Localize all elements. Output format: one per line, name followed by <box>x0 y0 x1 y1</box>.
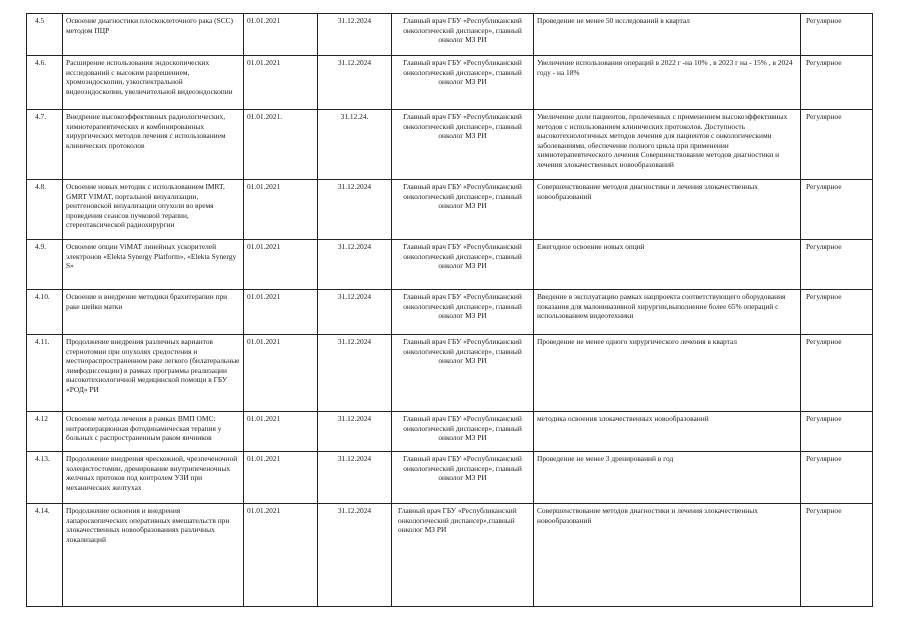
end-date-cell: 31.12.2024 <box>318 240 392 290</box>
table-row <box>27 335 873 412</box>
row-number-cell: 4.14. <box>27 504 63 607</box>
table-row <box>27 240 873 290</box>
activity-name-cell: Продолжение внедрения различных вариантов стернотомии при опухолях средостения и местнораспространенном раке легкого (билатеральные лимфодиссекции) в рамках программы реализации высокотехнологичной медицинской помощи в ГБУ «РОД» РИ <box>63 335 244 412</box>
table-body <box>27 14 873 607</box>
periodicity-cell: Регулярное <box>801 56 873 110</box>
start-date-cell: 01.01.2021 <box>244 240 318 290</box>
activity-name-cell: Освоение новых методик с использованием IMRT, GMRT VIMAT, портальной визуализации, рентгеновской визуализации опухоли во время проведения сеансов пучковой терапии, стереотаксической радиохирургии <box>63 180 244 240</box>
periodicity-cell: Регулярное <box>801 180 873 240</box>
start-date-cell: 01.01.2021 <box>244 56 318 110</box>
table-row <box>27 412 873 452</box>
expected-result-cell: Проведение не менее 50 исследований в квартал <box>534 14 801 56</box>
row-number-cell: 4.7. <box>27 110 63 180</box>
activity-name-cell: Расширение использования эндоскопических исследований с высоким разрешением, хромоэндоскопии, узкоспектральной видеоэндоскопии, увеличительной видеоэндоскопии <box>63 56 244 110</box>
end-date-cell: 31.12.2024 <box>318 412 392 452</box>
expected-result-cell: Ежегодное освоение новых опций <box>534 240 801 290</box>
responsible-cell: Главный врач ГБУ «Республиканский онкологический диспансер», главный онколог МЗ РИ <box>392 290 534 335</box>
activity-name-cell: Освоение метода лечения в рамках ВМП ОМС: интраоперационная фотодинамическая терапия у больных с распространенным раком яичников <box>63 412 244 452</box>
activity-name-cell: Освоение диагностики плоскоклеточного рака (SCC) методом ПЦР <box>63 14 244 56</box>
row-number-cell: 4.13. <box>27 452 63 504</box>
responsible-cell: Главный врач ГБУ «Республиканский онкологический диспансер», главный онколог МЗ РИ <box>392 110 534 180</box>
periodicity-cell: Регулярное <box>801 290 873 335</box>
responsible-cell: Главный врач ГБУ «Республиканский онкологический диспансер», главный онколог МЗ РИ <box>392 56 534 110</box>
expected-result-cell: Совершенствование методов диагностики и лечения злокачественных новообразований <box>534 180 801 240</box>
end-date-cell: 31.12.2024 <box>318 290 392 335</box>
responsible-cell: Главный врач ГБУ «Республиканский онкологический диспансер», главный онколог МЗ РИ <box>392 452 534 504</box>
expected-result-cell: Совершенствование методов диагностики и лечения злокачественных новообразований <box>534 504 801 607</box>
start-date-cell: 01.01.2021 <box>244 412 318 452</box>
periodicity-cell: Регулярное <box>801 14 873 56</box>
end-date-cell: 31.12.2024 <box>318 452 392 504</box>
row-number-cell: 4.11. <box>27 335 63 412</box>
expected-result-cell: Увеличение использования операций в 2022 г -на 10% , в 2023 г на - 15% , в 2024 году - на 18% <box>534 56 801 110</box>
end-date-cell: 31.12.2024 <box>318 504 392 607</box>
periodicity-cell: Регулярное <box>801 240 873 290</box>
activity-name-cell: Освоение и внедрение методики брахитерапии при раке шейки матки <box>63 290 244 335</box>
table-row <box>27 110 873 180</box>
row-number-cell: 4.9. <box>27 240 63 290</box>
start-date-cell: 01.01.2021 <box>244 335 318 412</box>
end-date-cell: 31.12.24. <box>318 110 392 180</box>
table-row <box>27 180 873 240</box>
table-row <box>27 452 873 504</box>
end-date-cell: 31.12.2024 <box>318 14 392 56</box>
activity-name-cell: Продолжение освоения и внедрения лапароскопических оперативных вмешательств при злокачественных новообразованиях различных локализаций <box>63 504 244 607</box>
end-date-cell: 31.12.2024 <box>318 180 392 240</box>
table-row <box>27 14 873 56</box>
row-number-cell: 4.6. <box>27 56 63 110</box>
row-number-cell: 4.10. <box>27 290 63 335</box>
end-date-cell: 31.12.2024 <box>318 335 392 412</box>
responsible-cell: Главный врач ГБУ «Республиканский онкологический диспансер», главный онколог МЗ РИ <box>392 14 534 56</box>
expected-result-cell: методика освоения злокачественных новообразований <box>534 412 801 452</box>
row-number-cell: 4.5 <box>27 14 63 56</box>
activity-name-cell: Продолжение внедрения чрескожной, чрезпеченочной холецистостомии, дренирование внутрипеченочных желчных протоков под контролем УЗИ при механических желтухах <box>63 452 244 504</box>
table-row <box>27 56 873 110</box>
responsible-cell: Главный врач ГБУ «Республиканский онкологический диспансер», главный онколог МЗ РИ <box>392 240 534 290</box>
activity-name-cell: Внедрение высокоэффективных радиологических, химиотерапевтических и комбинированных хирургических методов лечения с использованием клинических протоколов <box>63 110 244 180</box>
end-date-cell: 31.12.2024 <box>318 56 392 110</box>
start-date-cell: 01.01.2021 <box>244 504 318 607</box>
plan-table <box>26 13 873 607</box>
start-date-cell: 01.01.2021 <box>244 14 318 56</box>
activity-name-cell: Освоение опции ViMAT линейных ускорителей электронов «Elekta Synergy Platform», «Elekta Synergy S» <box>63 240 244 290</box>
periodicity-cell: Регулярное <box>801 110 873 180</box>
row-number-cell: 4.12 <box>27 412 63 452</box>
responsible-cell: Главный врач ГБУ «Республиканский онкологический диспансер», главный онколог МЗ РИ <box>392 180 534 240</box>
table-row <box>27 504 873 607</box>
periodicity-cell: Регулярное <box>801 335 873 412</box>
expected-result-cell: Увеличение доли пациентов, пролеченных с применением высокоэффективных методов с использованием клинических протоколов. Доступность высокотехнологичных методов лечения для пациентов с онкологическими заболеваниями, обеспечение полного цикла при применении химиотерапевтического лечения Совершенствование методов диагностики и лечения злокачественных новообразований <box>534 110 801 180</box>
responsible-cell: Главный врач ГБУ «Республиканский онкологический диспансер»,главный онколог МЗ РИ <box>392 504 534 607</box>
start-date-cell: 01.01.2021 <box>244 452 318 504</box>
start-date-cell: 01.01.2021. <box>244 110 318 180</box>
expected-result-cell: Проведение не менее 3 дренирований в год <box>534 452 801 504</box>
expected-result-cell: Введение в эксплуатацию рамках нацпроекта соответствующего оборудования показания для малоинвазивной хирургии,выполнение более 65% операций с использованием видеотехники <box>534 290 801 335</box>
start-date-cell: 01.01.2021 <box>244 290 318 335</box>
row-number-cell: 4.8. <box>27 180 63 240</box>
table-row <box>27 290 873 335</box>
periodicity-cell: Регулярное <box>801 504 873 607</box>
responsible-cell: Главный врач ГБУ «Республиканский онкологический диспансер», главный онколог МЗ РИ <box>392 412 534 452</box>
expected-result-cell: Проведение не менее одного хирургического лечения в квартал <box>534 335 801 412</box>
periodicity-cell: Регулярное <box>801 412 873 452</box>
periodicity-cell: Регулярное <box>801 452 873 504</box>
responsible-cell: Главный врач ГБУ «Республиканский онкологический диспансер», главный онколог МЗ РИ <box>392 335 534 412</box>
start-date-cell: 01.01.2021 <box>244 180 318 240</box>
